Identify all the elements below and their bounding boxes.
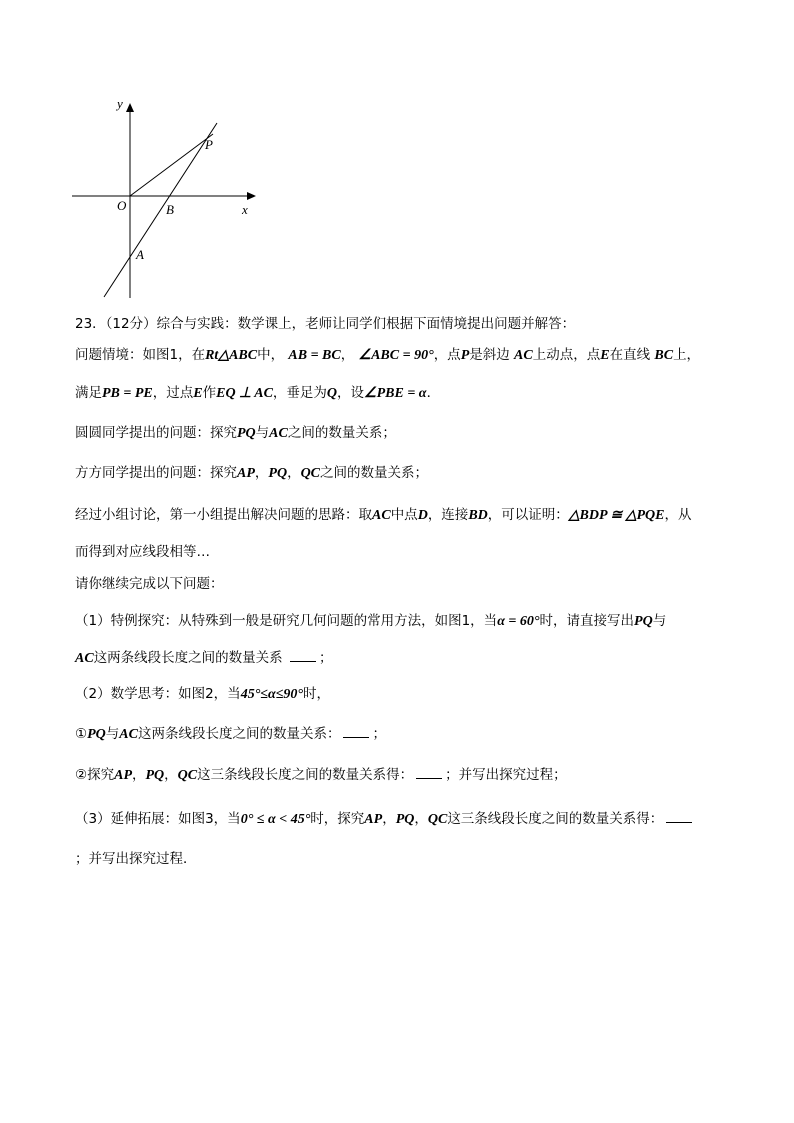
origin-label: O: [117, 198, 127, 213]
group-idea-line1: 经过小组讨论，第一小组提出解决问题的思路：取AC中点D，连接BD，可以证明：△BDP ≅ △PQE，从: [75, 507, 692, 523]
point-a-label: A: [136, 247, 144, 262]
problem-context-line2: 满足PB = PE，过点E作EQ ⊥ AC，垂足为Q，设∠PBE = α．: [75, 385, 441, 401]
part3-line1: （3）延伸拓展：如图3，当0° ≤ α < 45°时，探究AP，PQ，QC这三条线段长度之间的数量关系得：: [75, 807, 695, 828]
point-p-label: P: [205, 137, 213, 152]
group-idea-line2: 而得到对应线段相等…: [75, 544, 210, 560]
line-op: [130, 134, 213, 196]
continue-prompt: 请你继续完成以下问题：: [75, 576, 224, 592]
fangfang-question: 方方同学提出的问题：探究AP，PQ，QC之间的数量关系；: [75, 465, 429, 481]
part2-item1: ①PQ与AC这两条线段长度之间的数量关系： ；: [75, 726, 386, 742]
coordinate-figure: [0, 0, 794, 320]
x-axis-arrow: [247, 192, 256, 200]
yuanyuan-question: 圆圆同学提出的问题：探究PQ与AC之间的数量关系；: [75, 425, 396, 441]
part1-line2: AC这两条线段长度之间的数量关系 ；: [75, 650, 333, 666]
answer-blank: [290, 649, 316, 662]
answer-blank: [666, 810, 692, 823]
question-header: 23．（12分）综合与实践：数学课上，老师让同学们根据下面情境提出问题并解答：: [75, 316, 576, 332]
y-label: y: [117, 96, 123, 111]
x-label: x: [242, 202, 248, 217]
part3-line2: ；并写出探究过程．: [75, 851, 197, 867]
part1-line1: （1）特例探究：从特殊到一般是研究几何问题的常用方法，如图1，当α = 60°时，请直接写出PQ与: [75, 613, 667, 629]
y-axis-arrow: [126, 103, 134, 112]
part2-intro: （2）数学思考：如图2，当45°≤α≤90°时，: [75, 686, 330, 702]
part2-item2: ②探究AP，PQ，QC这三条线段长度之间的数量关系得： ；并写出探究过程；: [75, 767, 567, 783]
answer-blank: [343, 725, 369, 738]
problem-context-line1: 问题情境：如图1，在Rt△ABC中， AB = BC， ∠ABC = 90°，点P是斜边 AC上动点，点E在直线 BC上，: [75, 347, 701, 363]
answer-blank: [416, 766, 442, 779]
point-b-label: B: [166, 202, 174, 217]
